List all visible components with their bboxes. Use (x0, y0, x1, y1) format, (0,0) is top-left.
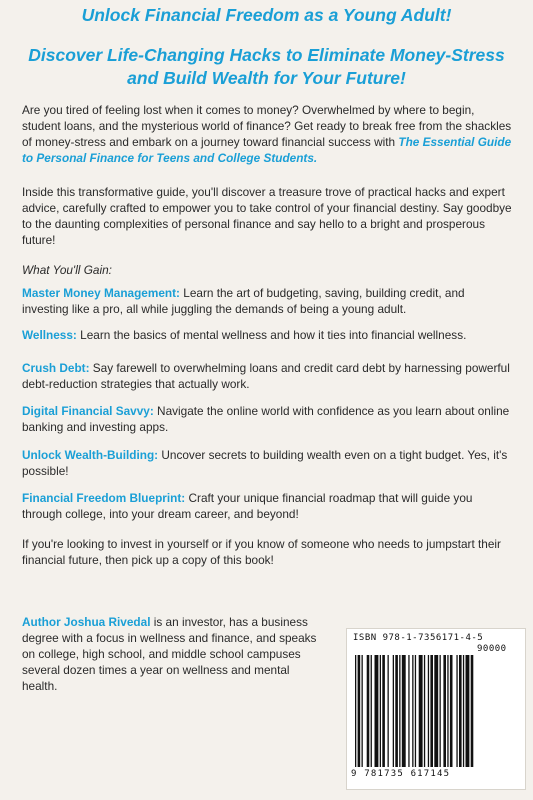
gains-heading: What You'll Gain: (22, 263, 112, 277)
gain-item (22, 447, 514, 479)
headline-secondary: Discover Life-Changing Hacks to Eliminate Money-Stress and Build Wealth for Your Future! (28, 45, 505, 88)
gain-item (22, 490, 514, 522)
isbn-barcode (346, 628, 526, 790)
gain-item (22, 403, 514, 435)
intro-text: Are you tired of feeling lost when it comes to money? Overwhelmed by where to begin, student loans, and the mysterious world of finance? Get ready to break free from the shackles of money-stress and embark on a journey toward financial success with (22, 103, 512, 149)
gain-item (22, 327, 514, 343)
price-code: 90000 (477, 644, 507, 654)
barcode-bars (353, 655, 519, 767)
gain-text: Learn the art of budgeting, saving, building credit, and investing like a pro, all while juggling the demands of being a young adult. (22, 286, 465, 316)
gain-title: Crush Debt: (22, 361, 90, 375)
intro-paragraph-1 (22, 102, 514, 166)
book-title: The Essential Guide to Personal Finance for Teens and College Students. (22, 135, 512, 165)
author-text: is an investor, has a business degree with a focus in wellness and finance, and speaks on college, high school, and middle school campuses several dozen times a year on wellness and mental health. (22, 615, 317, 693)
gain-text: Navigate the online world with confidence as you learn about online banking and investing apps. (22, 404, 510, 434)
gain-title: Wellness: (22, 328, 77, 342)
gain-text: Uncover secrets to building wealth even on a tight budget. Yes, it's possible! (22, 448, 508, 478)
headline-primary: Unlock Financial Freedom as a Young Adult! (81, 5, 452, 25)
author-name: Author Joshua Rivedal (22, 615, 151, 629)
gain-title: Unlock Wealth-Building: (22, 448, 159, 462)
gain-text: Say farewell to overwhelming loans and credit card debt by harnessing powerful debt-reduction strategies that actually work. (22, 361, 510, 391)
gain-item (22, 360, 514, 392)
gain-title: Digital Financial Savvy: (22, 404, 154, 418)
ean-number: 9 781735 617145 (351, 769, 451, 779)
gain-item (22, 285, 514, 317)
isbn-label: ISBN 978-1-7356171-4-5 (353, 633, 484, 643)
gain-title: Master Money Management: (22, 286, 180, 300)
gain-text: Craft your unique financial roadmap that will guide you through college, into your dream career, and beyond! (22, 491, 473, 521)
gain-title: Financial Freedom Blueprint: (22, 491, 186, 505)
author-bio (22, 614, 322, 694)
closing-paragraph: If you're looking to invest in yourself or if you know of someone who needs to jumpstart their financial future, then pick up a copy of this book! (22, 537, 501, 567)
gain-text: Learn the basics of mental wellness and how it ties into financial wellness. (76, 328, 467, 342)
intro-paragraph-2: Inside this transformative guide, you'll discover a treasure trove of practical hacks and expert advice, carefully crafted to empower you to take control of your financial destiny. Say goodbye to the daunting complexities of personal finance and say hello to a bright and prosperous future! (22, 185, 512, 247)
